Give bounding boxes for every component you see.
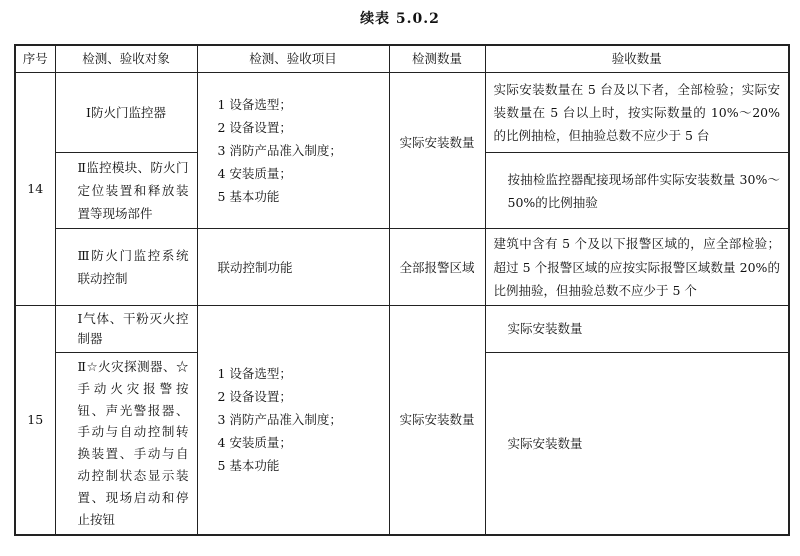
object-cell: Ⅰ气体、干粉灭火控制器 [55,305,197,352]
items-cell [197,73,389,229]
object-cell: Ⅲ防火门监控系统联动控制 [55,229,197,305]
table-title: 续表 5.0.2 [360,11,440,27]
qty-cell: 实际安装数量 [389,305,485,535]
item-line: 5 基本功能 [217,189,280,205]
item-line: 3 消防产品准入制度； [217,412,342,428]
qty-cell: 全部报警区域 [389,229,485,305]
qty-cell: 实际安装数量 [389,73,485,229]
table-row [15,305,789,352]
item-line: 1 设备选型； [217,365,292,381]
header-items: 检测、验收项目 [197,45,389,73]
items-cell [197,305,389,535]
table-row [15,229,789,305]
header-row [15,45,789,73]
header-object: 检测、验收对象 [55,45,197,73]
header-no: 序号 [15,45,55,73]
item-line: 5 基本功能 [217,458,280,474]
accept-cell: 实际安装数量 [485,352,789,535]
item-line: 4 安装质量； [217,166,292,182]
item-line: 4 安装质量； [217,435,292,451]
items-cell: 联动控制功能 [197,229,389,305]
header-qty: 检测数量 [389,45,485,73]
item-line: 2 设备设置； [217,120,292,135]
row-no-15: 15 [15,305,55,535]
table-row [15,73,789,153]
accept-cell: 实际安装数量在 5 台及以下者，全部检验；实际安装数量在 5 台以上时，按实际数量的 10%～20%的比例抽检，但抽验总数不应少于 5 台 [485,73,789,153]
object-cell: Ⅰ防火门监控器 [55,73,197,153]
object-cell: Ⅱ☆火灾探测器、☆手动火灾报警按钮、声光警报器、手动与自动控制转换装置、手动与自动控制状态显示装置、现场启动和停止按钮 [55,352,197,535]
accept-cell: 按抽检监控器配接现场部件实际安装数量 30%～50%的比例抽验 [485,153,789,229]
item-line: 3 消防产品准入制度； [217,143,342,159]
header-accept: 验收数量 [485,45,789,73]
item-line: 1 设备选型； [217,96,292,112]
accept-cell: 建筑中含有 5 个及以下报警区域的，应全部检验；超过 5 个报警区域的应按实际报警区域数量 20%的比例抽验，但抽验总数不应少于 5 个 [485,229,789,305]
acceptance-table [14,44,790,536]
row-no-14: 14 [15,73,55,306]
accept-cell: 实际安装数量 [485,305,789,352]
object-cell: Ⅱ监控模块、防火门定位装置和释放装置等现场部件 [55,153,197,229]
item-line: 2 设备设置； [217,389,292,405]
